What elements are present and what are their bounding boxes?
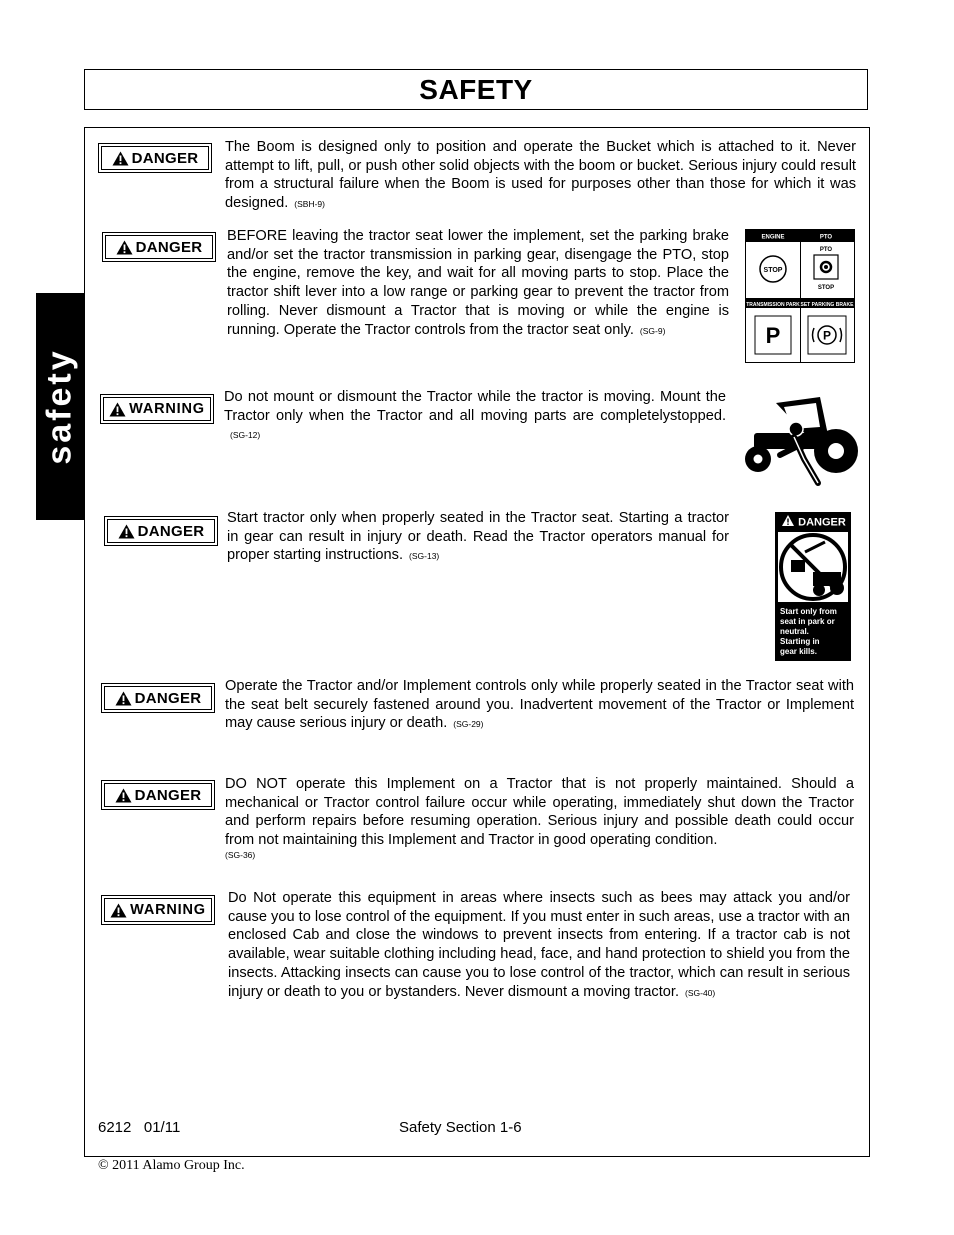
tractor-person-icon <box>740 389 862 489</box>
badge-word: DANGER <box>134 786 202 804</box>
badge-word: WARNING <box>130 902 206 918</box>
header-box <box>84 69 868 110</box>
decal-line: gear kills. <box>780 647 817 656</box>
message-code: (SBH-9) <box>294 199 325 210</box>
badge-word: DANGER <box>135 238 203 256</box>
message-text: DO NOT operate this Implement on a Tractor that is not properly maintained. Should a mechanical or Tractor control failure occur while operating, immediately shut down the Tractor and perform repairs before resuming operation. Serious injury and possible death could occur from not maintaining this Implement and Tractor in good operating condition. <box>225 776 854 849</box>
alert-triangle-icon <box>110 903 127 918</box>
message-code: (SG-36) <box>225 849 256 860</box>
engine-label: ENGINE <box>761 234 785 241</box>
page-title: SAFETY <box>419 73 533 105</box>
danger-badge <box>104 516 218 546</box>
badge-word: WARNING <box>129 401 205 417</box>
message-text: The Boom is designed only to position and operate the Bucket which is attached to it. Never attempt to lift, pull, or push other solid objects with the boom or bucket. Serious injury could result from a structural failure when the Boom is used for purposes other than those for which it was designed. <box>225 139 856 212</box>
decal-line: seat in park or <box>780 617 835 626</box>
brake-letter: P <box>822 328 832 343</box>
danger-badge <box>98 143 212 173</box>
decal-line: neutral. <box>780 627 809 636</box>
message-sg-12 <box>224 388 726 445</box>
alert-triangle-icon <box>118 524 135 539</box>
warning-badge <box>101 895 215 925</box>
message-code: (SG-29) <box>453 719 484 730</box>
alert-triangle-icon <box>109 402 126 417</box>
danger-start-decal <box>775 512 851 661</box>
stop-label: STOP <box>763 267 783 274</box>
danger-badge <box>101 683 215 713</box>
warning-badge <box>100 394 214 424</box>
message-code: (SG-12) <box>230 430 261 441</box>
message-code: (SG-9) <box>639 325 666 336</box>
stop-small-label: STOP <box>817 285 835 291</box>
badge-word: DANGER <box>131 149 199 167</box>
transmission-label: TRANSMISSION PARK <box>746 302 800 308</box>
footer-section: Safety Section 1-6 <box>399 1119 522 1136</box>
message-text: BEFORE leaving the tractor seat lower the implement, set the parking brake and/or set the tractor transmission in parking gear, disengage the PTO, stop the engine, remove the key, and wait for all moving parts to stop. Place the tractor shift lever into a low range or parking gear to prevent the tractor from rolling. Never dismount a Tractor that is moving or while the engine is running. Operate the Tractor controls from the tractor seat only. <box>227 228 729 338</box>
side-tab-label: safety <box>40 348 79 465</box>
danger-badge <box>102 232 216 262</box>
message-code: (SG-13) <box>409 551 440 562</box>
copyright: © 2011 Alamo Group Inc. <box>98 1158 245 1173</box>
side-tab <box>36 293 84 520</box>
park-letter: P <box>765 323 781 348</box>
message-sg-13 <box>227 509 729 566</box>
footer-doc-number: 6212 01/11 <box>98 1119 181 1136</box>
parking-brake-label: SET PARKING BRAKE <box>800 302 854 308</box>
message-sg-29 <box>225 677 854 734</box>
controls-decal <box>745 229 855 363</box>
decal-header: DANGER <box>798 516 846 529</box>
message-sg-36 <box>225 775 854 861</box>
message-code: (SG-40) <box>685 987 716 998</box>
decal-line: Start only from <box>780 607 837 616</box>
alert-triangle-icon <box>112 151 129 166</box>
alert-triangle-icon <box>116 240 133 255</box>
message-text: Start tractor only when properly seated in the Tractor seat. Starting a tractor in gear can result in injury or death. Read the Tractor operators manual for proper starting instructions. <box>227 510 729 564</box>
message-text: Do not mount or dismount the Tractor while the tractor is moving. Mount the Tractor only when the Tractor and all moving parts are completelystopped. <box>224 389 726 424</box>
message-sg-9 <box>227 227 729 340</box>
badge-word: DANGER <box>134 689 202 707</box>
message-text: Operate the Tractor and/or Implement controls only while properly seated in the Tractor seat with the seat belt securely fastened around you. Inadvertent movement of the Tractor or Implement may cause serious injury or death. <box>225 678 854 732</box>
pto-label: PTO <box>819 234 833 241</box>
message-sbh-9 <box>225 138 856 214</box>
pto-small-label: PTO <box>819 247 833 253</box>
alert-triangle-icon <box>115 691 132 706</box>
message-sg-40 <box>228 889 850 1002</box>
alert-triangle-icon <box>115 788 132 803</box>
message-text: Do Not operate this equipment in areas where insects such as bees may attack you and/or cause you to lose control of the equipment. If you must enter in such areas, use a tractor with an enclosed Cab and close the windows to prevent insects from entering. If a tractor cab is not available, wear suitable clothing including head, face, and hand protection to shield you from the insects. Attacking insects can cause you to lose control of the tractor, which can result in serious injury or death to you or bystanders. Never dismount a moving tractor. <box>228 890 850 1000</box>
badge-word: DANGER <box>137 522 205 540</box>
danger-badge <box>101 780 215 810</box>
decal-line: Starting in <box>780 637 820 646</box>
